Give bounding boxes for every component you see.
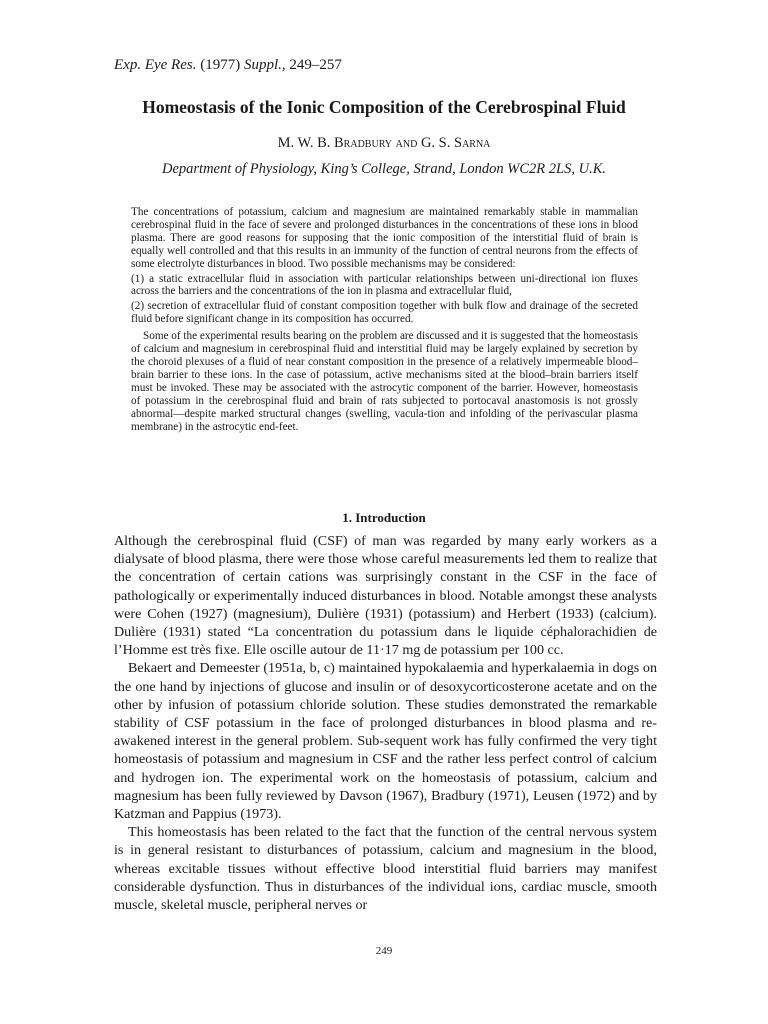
author-line xyxy=(0,135,768,152)
author-1-surname: Bradbury and xyxy=(334,135,418,151)
body-paragraph: This homeostasis has been related to the fact that the function of the central nervous system is in general resistant to disturbances of potassium, calcium and magnesium in the blood, whereas excitable tissues without effective blood interstitial fluid barriers may manifest considerable dysfunction. Thus in disturbances of the individual ions, cardiac muscle, smooth muscle, skeletal muscle, peripheral nerves or xyxy=(114,824,657,914)
abstract-paragraph: The concentrations of potassium, calcium and magnesium are maintained remarkably stable in mammalian cerebrospinal fluid in the face of severe and prolonged disturbances in the concentrations of these ions in blood plasma. There are good reasons for supposing that the ionic composition of the interstitial fluid of brain is equally well controlled and that this results in an immunity of the function of central neurons from the effects of some electrolyte disturbances in blood. Two possible mechanisms may be considered: xyxy=(131,206,638,270)
paper-title: Homeostasis of the Ionic Composition of the Cerebrospinal Fluid xyxy=(142,97,626,117)
author-2-initials: G. S. xyxy=(417,135,454,151)
abstract-list-item: (2) secretion of extracellular fluid of constant composition together with bulk flow and drainage of the secreted fluid before significant change in its composition has occurred. xyxy=(131,300,638,326)
section-heading: 1. Introduction xyxy=(342,510,426,525)
abstract xyxy=(131,206,638,433)
body-text xyxy=(114,532,657,914)
body-paragraph: Although the cerebrospinal fluid (CSF) of man was regarded by many early workers as a dialysate of blood plasma, there were those whose careful measurements led them to realize that the concentration of certain cations was surprisingly constant in the CSF in the face of pathologically or experimentally induced disturbances in blood. Notable amongst these analysts were Cohen (1927) (magnesium), Dulière (1931) (potassium) and Herbert (1933) (calcium). Dulière (1931) stated “La concentration du potassium dans le liquide céphalorachidien de l’Homme est très fixe. Elle oscille autour de 11·17 mg de potassium per 100 cc. xyxy=(114,533,657,659)
author-2-surname: Sarna xyxy=(454,135,491,151)
journal-supplement: Suppl., xyxy=(243,57,286,73)
page-number: 249 xyxy=(375,945,393,957)
body-paragraph: Bekaert and Demeester (1951a, b, c) maintained hypokalaemia and hyperkalaemia in dogs on the one hand by injections of glucose and insulin or of desoxycorticosterone acetate and on the other by infusion of potassium chloride solution. These studies demonstrated the remarkable stability of CSF potassium in the face of prolonged disturbances in blood plasma and re-awakened interest in the general problem. Sub-sequent work has fully confirmed the very tight homeostasis of potassium and magnesium in CSF and the rather less perfect control of calcium and hydrogen ion. The experimental work on the homeostasis of potassium, calcium and magnesium has been fully reviewed by Davson (1967), Bradbury (1971), Leusen (1972) and by Katzman and Pappius (1973). xyxy=(114,660,657,823)
abstract-paragraph: Some of the experimental results bearing on the problem are discussed and it is suggested that the homeostasis of calcium and magnesium in cerebrospinal fluid and interstitial fluid may be largely explained by secretion by the choroid plexuses of a fluid of near constant composition in the presence of a relatively impermeable blood–brain barrier to these ions. In the case of potassium, active mechanisms sited at the blood–brain barriers itself must be invoked. These may be associated with the astrocytic component of the barrier. However, homeostasis of potassium in the cerebrospinal fluid and brain of rats subjected to portocaval anastomosis is not grossly abnormal—despite marked structural changes (swelling, vacula-tion and infolding of the perivascular plasma membrane) in the astrocytic end-feet. xyxy=(131,330,638,433)
author-1-initials: M. W. B. xyxy=(277,135,335,151)
abstract-list-item: (1) a static extracellular fluid in association with particular relationships between uni-directional ion fluxes across the barriers and the concentrations of the ion in plasma and extracellular fluid, xyxy=(131,272,638,298)
journal-pages: 249–257 xyxy=(289,57,342,73)
journal-citation xyxy=(114,57,342,74)
journal-year: (1977) xyxy=(200,57,241,73)
journal-name: Exp. Eye Res. xyxy=(114,57,197,73)
affiliation: Department of Physiology, King’s College, Strand, London WC2R 2LS, U.K. xyxy=(162,161,606,177)
